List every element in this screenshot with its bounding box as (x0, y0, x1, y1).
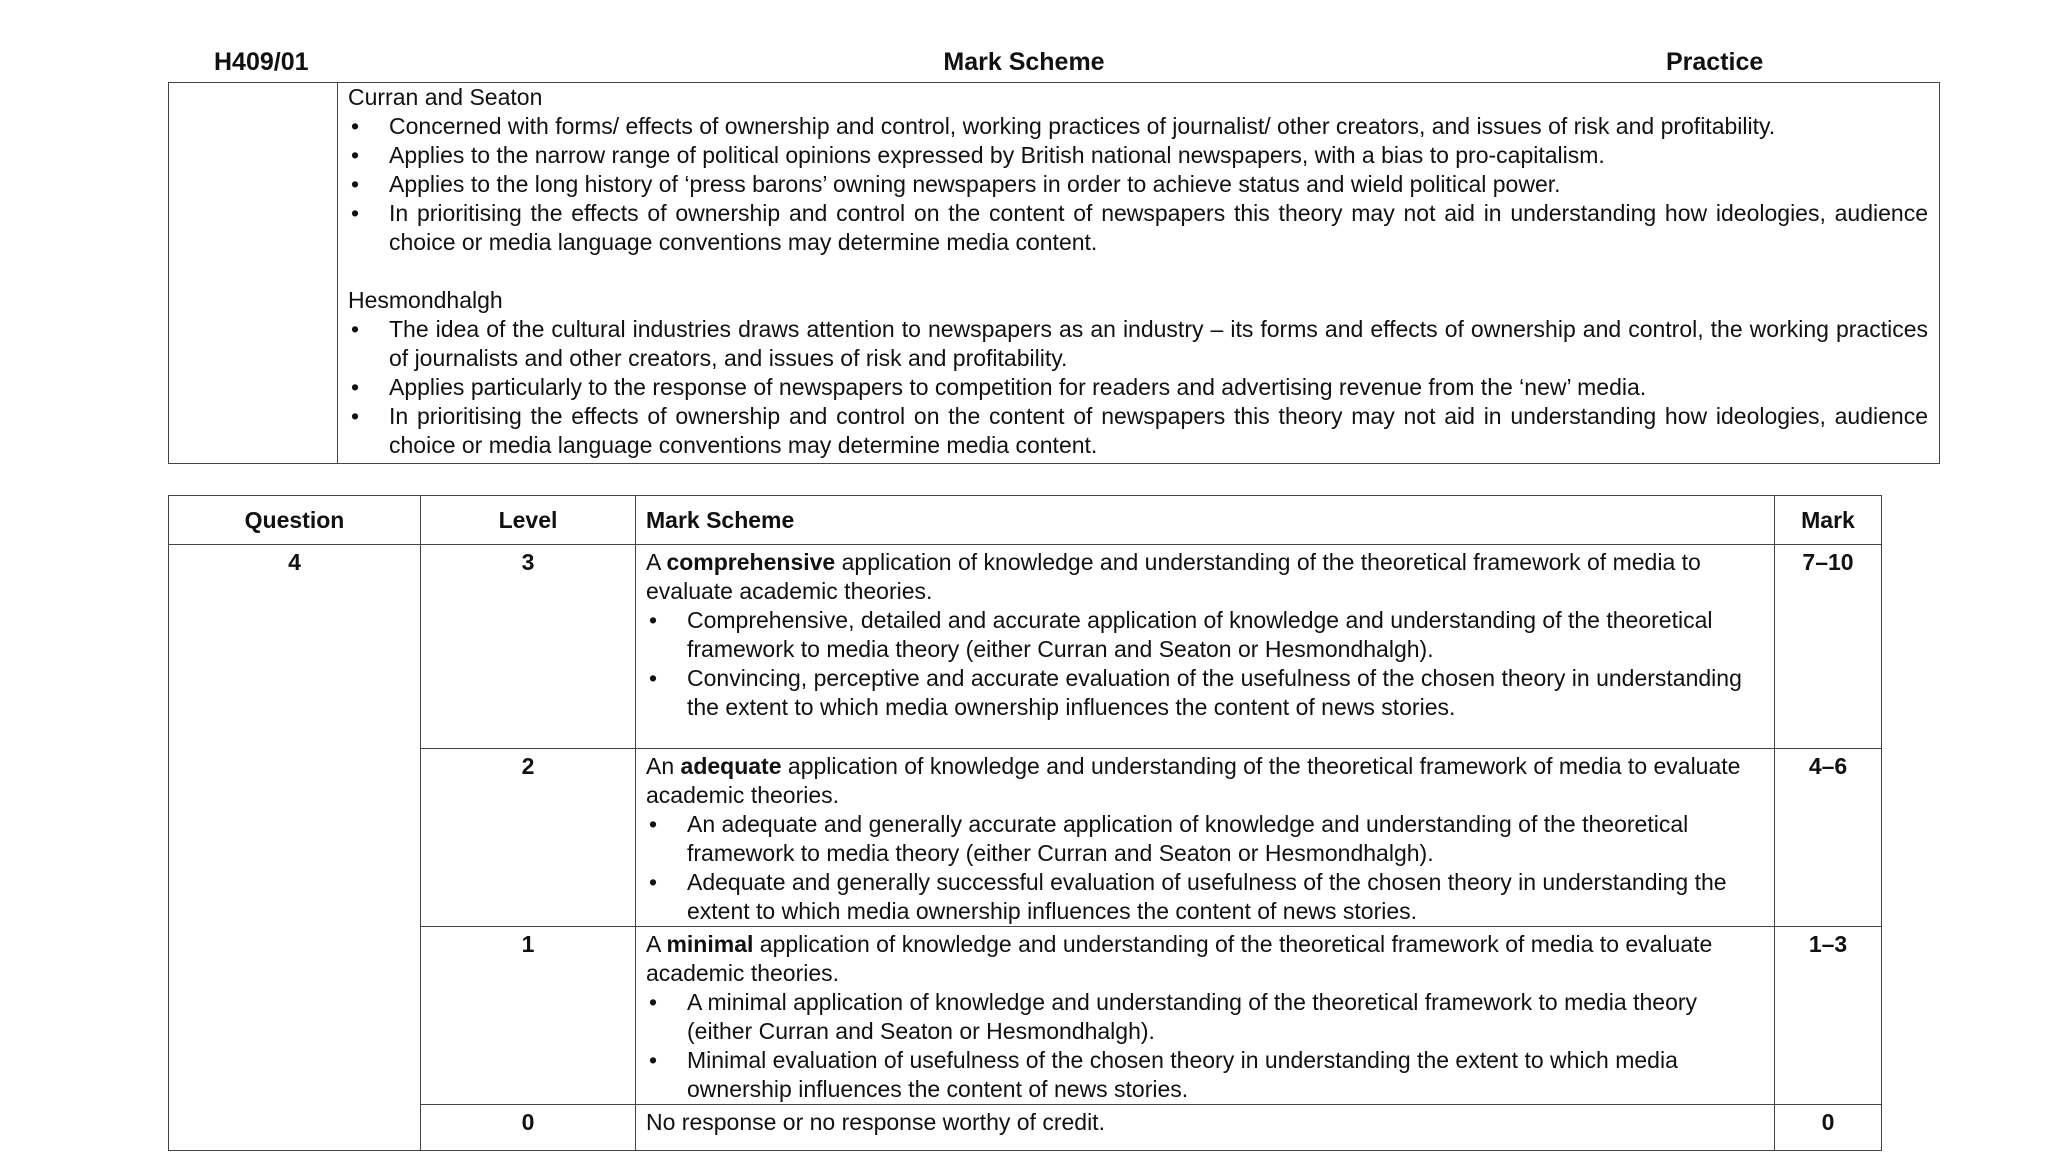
column-header-question: Question (169, 496, 421, 545)
descriptor-cell (636, 545, 1775, 749)
list-item: • Applies particularly to the response of newspapers to competition for readers and advertising revenue from the ‘new’ media. (389, 373, 1928, 402)
descriptor-intro: A minimal application of knowledge and understanding of the theoretical framework of media to evaluate academic theories. (646, 931, 1713, 986)
mark-cell: 7–10 (1775, 545, 1882, 749)
table-row (169, 749, 1882, 927)
level-cell: 3 (421, 545, 636, 749)
table-row (169, 1105, 1882, 1151)
bullet-list (348, 315, 1928, 460)
mark-cell: 1–3 (1775, 927, 1882, 1105)
list-item: • In prioritising the effects of ownership and control on the content of newspapers this theory may not aid in understanding how ideologies, audience choice or media language conventions may determine media content. (389, 199, 1928, 257)
continuation-box (168, 82, 1940, 464)
table-row (169, 927, 1882, 1105)
bullet-list (646, 988, 1764, 1104)
list-item: • Minimal evaluation of usefulness of the chosen theory in understanding the extent to which media ownership influences the content of news stories. (687, 1046, 1764, 1104)
descriptor-cell (636, 927, 1775, 1105)
list-item: • Convincing, perceptive and accurate evaluation of the usefulness of the chosen theory in understanding the extent to which media ownership influences the content of news stories. (687, 664, 1764, 722)
section-heading: Curran and Seaton (348, 84, 543, 110)
level-cell: 2 (421, 749, 636, 927)
list-item: • Applies to the long history of ‘press barons’ owning newspapers in order to achieve status and wield political power. (389, 170, 1928, 199)
level-cell: 1 (421, 927, 636, 1105)
column-header-mark-scheme: Mark Scheme (636, 496, 1775, 545)
mark-cell: 4–6 (1775, 749, 1882, 927)
descriptor-cell (636, 749, 1775, 927)
question-number: 4 (169, 545, 421, 1151)
bullet-list (646, 606, 1764, 722)
table-row (169, 545, 1882, 749)
bullet-list (646, 810, 1764, 926)
list-item: • Applies to the narrow range of political opinions expressed by British national newspapers, with a bias to pro-capitalism. (389, 141, 1928, 170)
mark-cell: 0 (1775, 1105, 1882, 1151)
list-item: • The idea of the cultural industries draws attention to newspapers as an industry – its forms and effects of ownership and control, the working practices of journalists and other creators, and issues of risk and profitability. (389, 315, 1928, 373)
list-item: • In prioritising the effects of ownership and control on the content of newspapers this theory may not aid in understanding how ideologies, audience choice or media language conventions may determine media content. (389, 402, 1928, 460)
list-item: • Comprehensive, detailed and accurate application of knowledge and understanding of the theoretical framework to media theory (either Curran and Seaton or Hesmondhalgh). (687, 606, 1764, 664)
section-heading: Hesmondhalgh (348, 287, 503, 313)
level-cell: 0 (421, 1105, 636, 1151)
column-header-level: Level (421, 496, 636, 545)
list-item: • A minimal application of knowledge and understanding of the theoretical framework to media theory (either Curran and Seaton or Hesmondhalgh). (687, 988, 1764, 1046)
document-status: Practice (1666, 48, 1764, 76)
descriptor-intro: An adequate application of knowledge and understanding of the theoretical framework of media to evaluate academic theories. (646, 753, 1741, 808)
list-item: • An adequate and generally accurate application of knowledge and understanding of the theoretical framework to media theory (either Curran and Seaton or Hesmondhalgh). (687, 810, 1764, 868)
column-header-mark: Mark (1775, 496, 1882, 545)
list-item: • Adequate and generally successful evaluation of usefulness of the chosen theory in understanding the extent to which media ownership influences the content of news stories. (687, 868, 1764, 926)
descriptor-intro: A comprehensive application of knowledge and understanding of the theoretical framework of media to evaluate academic theories. (646, 549, 1701, 604)
continuation-content (348, 83, 1928, 460)
document-code: H409/01 (214, 48, 309, 76)
descriptor-cell: No response or no response worthy of credit. (636, 1105, 1775, 1151)
bullet-list (348, 112, 1928, 257)
page-title: Mark Scheme (943, 48, 1105, 76)
table-header-row (169, 496, 1882, 545)
list-item: • Concerned with forms/ effects of ownership and control, working practices of journalist/ other creators, and issues of risk and profitability. (389, 112, 1928, 141)
mark-scheme-table (168, 495, 1882, 1151)
continuation-divider (337, 83, 338, 463)
